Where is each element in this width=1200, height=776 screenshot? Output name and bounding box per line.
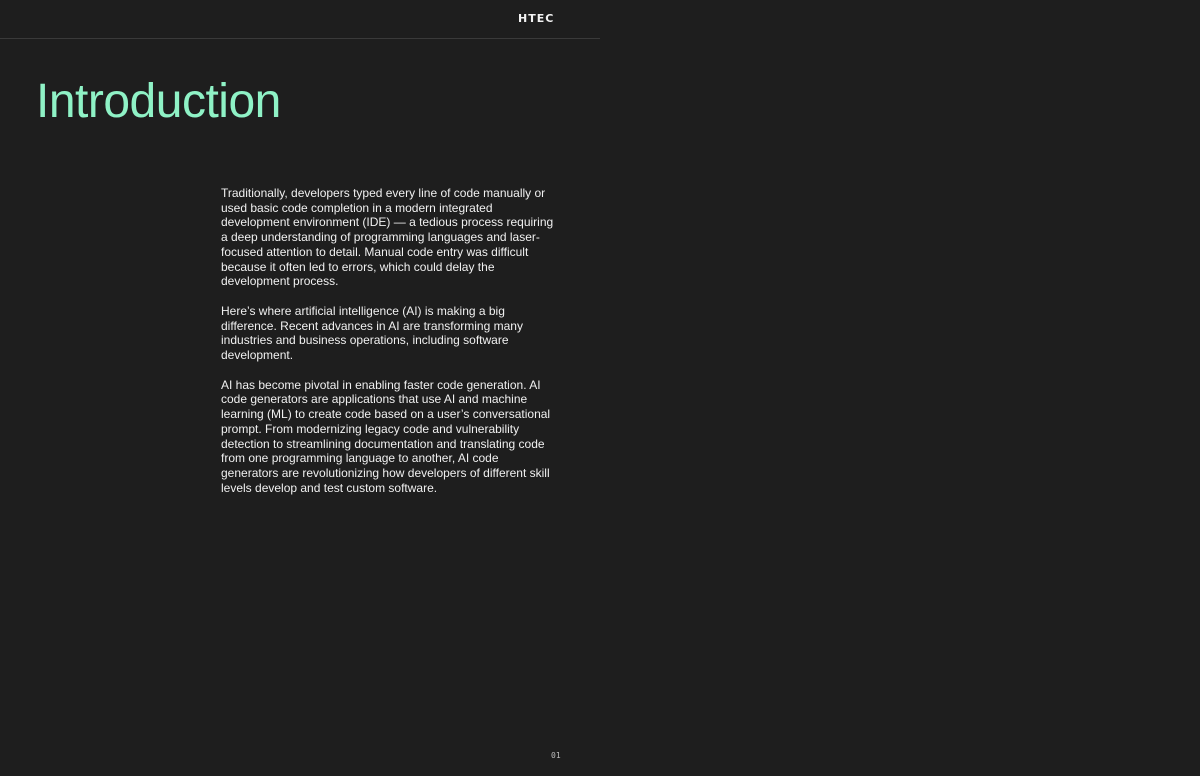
- body-text: [221, 186, 557, 510]
- intro-paragraph-1: Traditionally, developers typed every line of code manually or used basic code completion in a modern integrated development environment (IDE) — a tedious process requiring a deep understanding of programming languages and laser-focused attention to detail. Manual code entry was difficult because it often led to errors, which could delay the development process.: [221, 186, 554, 289]
- page-number: 01: [551, 751, 561, 760]
- page-title: Introduction: [36, 75, 281, 128]
- header-divider: [0, 38, 600, 39]
- htec-logo: HTEC: [518, 12, 555, 25]
- intro-paragraph-2: Here’s where artificial intelligence (AI) is making a big difference. Recent advances in AI are transforming many industries and business operations, including software development.: [221, 303, 523, 363]
- intro-paragraph-3: AI has become pivotal in enabling faster code generation. AI code generators are applications that use AI and machine learning (ML) to create code based on a user’s conversational prompt. From modernizing legacy code and vulnerability detection to streamlining documentation and translating code from one programming language to another, AI code generators are revolutionizing how developers of different skill levels develop and test custom software.: [221, 377, 551, 495]
